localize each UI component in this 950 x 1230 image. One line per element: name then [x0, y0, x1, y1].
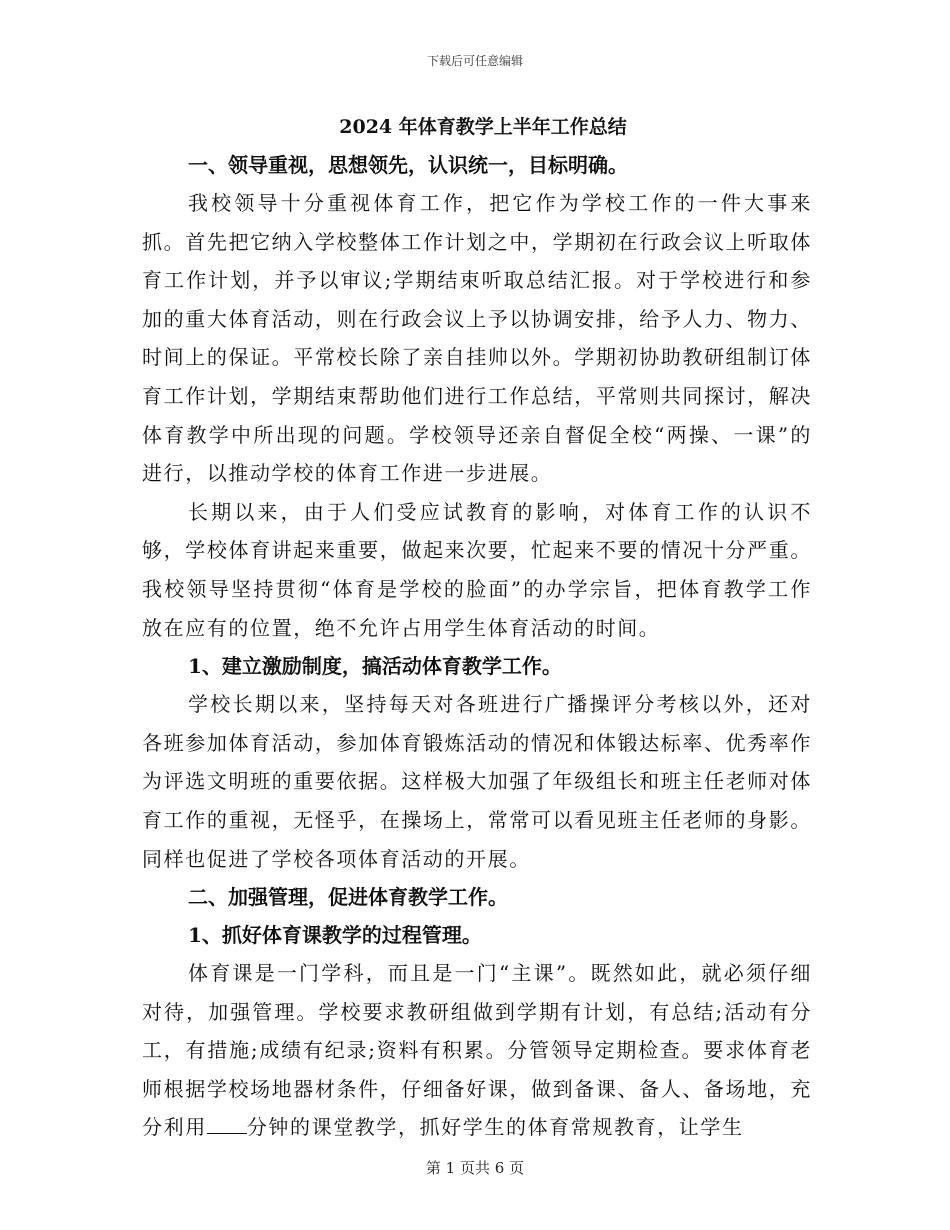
section-heading-2: 二、加强管理，促进体育教学工作。	[188, 885, 508, 910]
paragraph-1: 我校领导十分重视体育工作，把它作为学校工作的一件大事来抓。首先把它纳入学校整体工作计划之中，学期初在行政会议上听取体育工作计划，并予以审议;学期结束听取总结汇报。对于学校进行和参加的重大体育活动，则在行政会议上予以协调安排，给予人力、物力、时间上的保证。平常校长除了亲自挂帅以外。学期初协助教研组制订体育工作计划，学期结束帮助他们进行工作总结，平常则共同探讨，解决体育教学中所出现的问题。学校领导还亲自督促全校“两操、一课”的进行，以推动学校的体育工作进一步进展。	[142, 191, 812, 486]
document-body	[142, 108, 812, 1147]
paragraph-4-part-a: 体育课是一门学科，而且是一门“主课”。既然如此，就必须仔细对待，加强管理。学校要求教研组做到学期有计划，有总结;活动有分工，有措施;成绩有纪录;资料有积累。分管领导定期检查。要求体育老师根据学校场地器材条件，仔细备好课，做到备课、备人、备场地，充分利用	[142, 961, 812, 1140]
paragraph-2: 长期以来，由于人们受应试教育的影响，对体育工作的认识不够，学校体育讲起来重要，做起来次要，忙起来不要的情况十分严重。我校领导坚持贯彻“体育是学校的脸面”的办学宗旨，把体育教学工作放在应有的位置，绝不允许占用学生体育活动的时间。	[142, 499, 812, 640]
paragraph-4-part-b: 分钟的课堂教学，抓好学生的体育常规教育，让学生	[246, 1115, 744, 1140]
page-footer: 第 1 页共 6 页	[425, 1159, 525, 1177]
subsection-heading-2: 1、抓好体育课教学的过程管理。	[188, 923, 482, 948]
document-title: 2024 年体育教学上半年工作总结	[339, 116, 627, 138]
header-note: 下载后可任意编辑	[426, 54, 523, 68]
paragraph-3: 学校长期以来，坚持每天对各班进行广播操评分考核以外，还对各班参加体育活动，参加体育锻炼活动的情况和体锻达标率、优秀率作为评选文明班的重要依据。这样极大加强了年级组长和班主任老师对体育工作的重视，无怪乎，在操场上，常常可以看见班主任老师的身影。同样也促进了学校各项体育活动的开展。	[142, 692, 812, 871]
paragraph-4	[142, 954, 812, 1147]
subsection-heading-1: 1、建立激励制度，搞活动体育教学工作。	[188, 654, 562, 679]
section-heading-1: 一、领导重视，思想领先，认识统一，目标明确。	[188, 153, 628, 177]
fill-in-blank	[207, 1115, 247, 1134]
